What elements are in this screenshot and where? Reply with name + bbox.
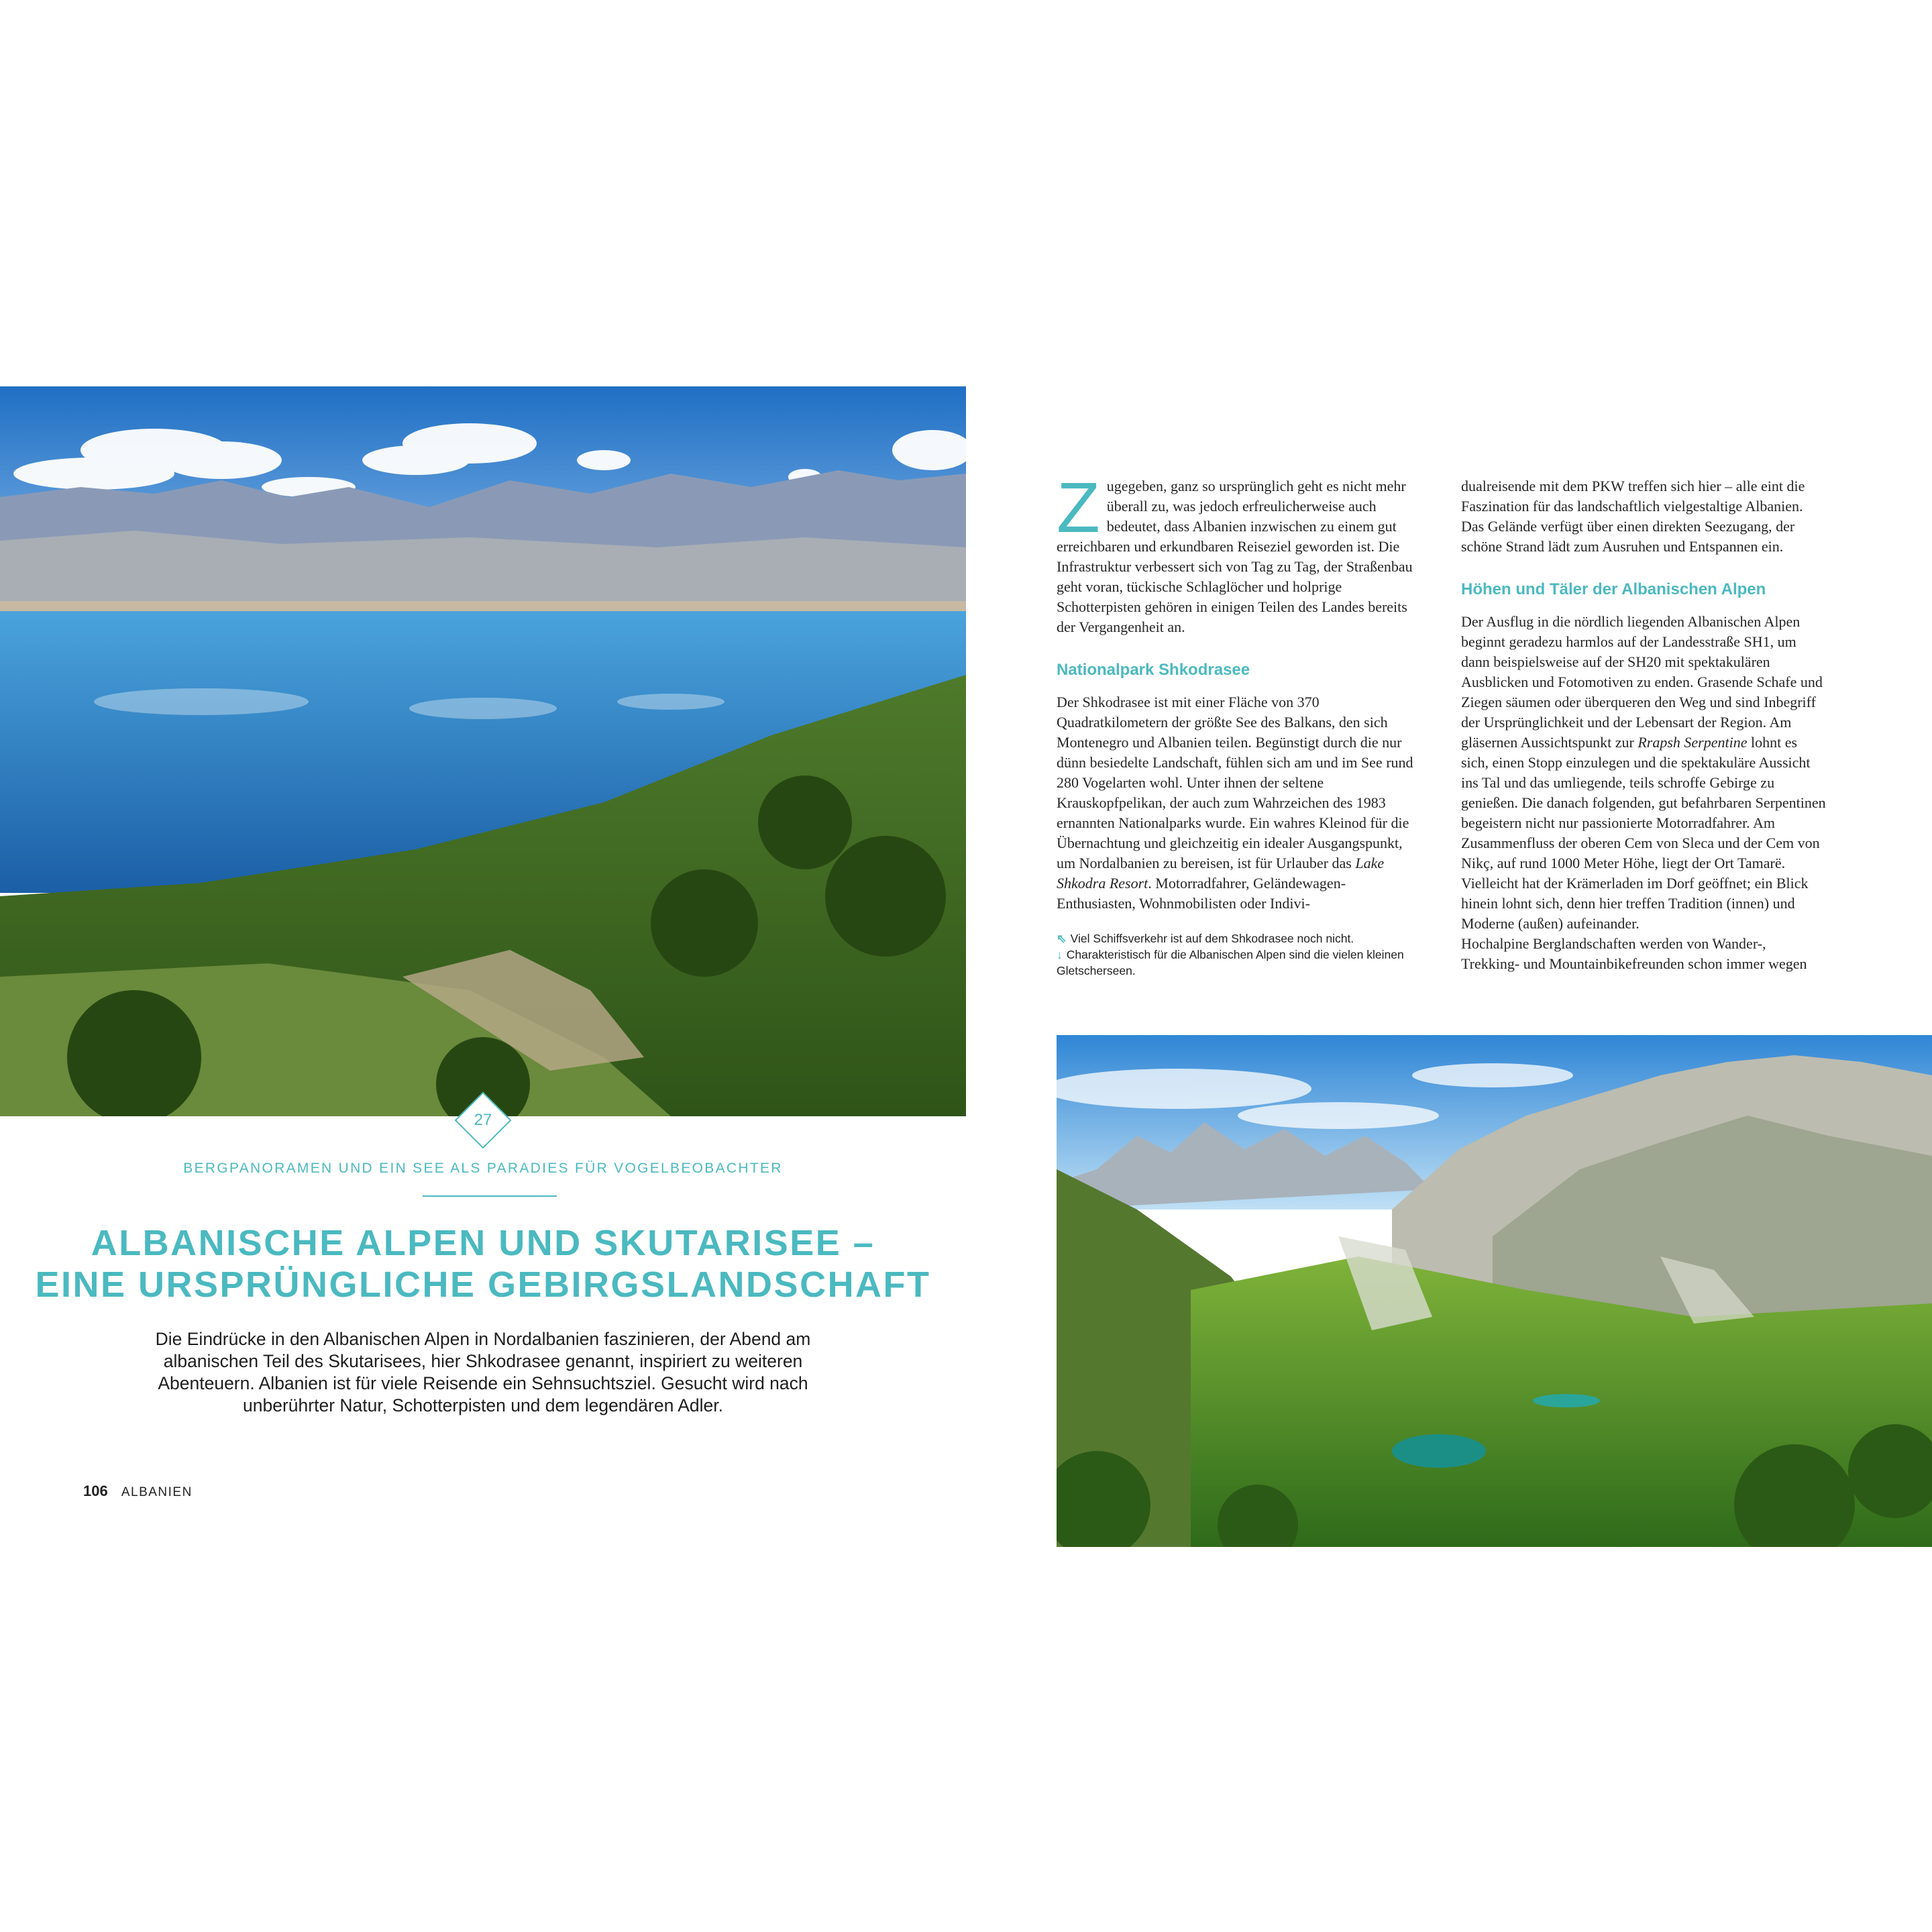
- arrow-down-icon: ↓: [1057, 948, 1063, 961]
- page-title: [0, 1222, 966, 1305]
- alps-photo: [1057, 1035, 1932, 1547]
- title-line-2: EINE URSPRÜNGLICHE GEBIRGSLANDSCHAFT: [35, 1265, 931, 1305]
- kicker: BERGPANORAMEN UND EIN SEE ALS PARADIES FÜR VOGELBEOBACHTER: [183, 1161, 783, 1176]
- title-line-1: ALBANISCHE ALPEN UND SKUTARISEE –: [91, 1223, 875, 1263]
- section-name: ALBANIEN: [121, 1485, 193, 1499]
- paragraph-hochalpin: Hochalpine Berglandschaften werden von Wander-, Trekking- und Mountainbikefreunden schon immer wegen: [1461, 935, 1807, 972]
- chapter-number: 27: [474, 1111, 492, 1129]
- photo-captions: [1057, 930, 1405, 979]
- intro-paragraph: Zugegeben, ganz so ursprünglich geht es nicht mehr überall zu, was jedoch erfreulicherweise auch bedeutet, dass Albanien inzwischen zu einem gut erreichbaren und erkundbaren Reiseziel geworden ist. Die Infrastruktur verbessert sich von Tag zu Tag, der Straßenbau geht voran, tückische Schlaglöcher und holprige Schotterpisten gehören in einigen Teilen des Landes bereits der Vergangenheit an.: [1057, 468, 1413, 635]
- text-column-1: [1057, 468, 1424, 914]
- page-number: 106: [83, 1483, 108, 1499]
- caption-2: ↓ Charakteristisch für die Albanischen Alpen sind die vielen kleinen Gletscherseen.: [1057, 948, 1404, 977]
- subhead-nationalpark: Nationalpark Shkodrasee: [1057, 661, 1250, 679]
- paragraph-alpen: Der Ausflug in die nördlich liegenden Albanischen Alpen beginnt geradezu harmlos auf der Landesstraße SH1, um dann beispielsweise auf der SH20 mit spektakulären Ausblicken und Fotomotiven zu enden. Grasende Schafe und Ziegen säumen oder überqueren den Weg und sind Inbegriff der Ursprünglichkeit und der Lebensart der Region. Am gläsernen Aussichtspunkt zur Rrapsh Serpentine lohnt es sich, einen Stopp einzulegen und die spektakuläre Aussicht ins Tal und das umliegende, teils schroffe Gebirge zu genießen. Die danach folgenden, gut befahrbaren Serpentinen begeistern nicht nur passionierte Motorradfahrer. Am Zusammenfluss der oberen Cem von Sleca und der Cem von Nikç, auf rund 1000 Meter Höhe, liegt der Ort Tamarë. Vielleicht hat der Krämerladen im Dorf geöffnet; ein Blick hinein lohnt sich, denn hier treffen Tradition (innen) und Moderne (außen) aufeinander.: [1461, 613, 1826, 932]
- subhead-alpen: Höhen und Täler der Albanischen Alpen: [1461, 580, 1766, 598]
- divider: [423, 1195, 557, 1197]
- folio: [83, 1483, 193, 1500]
- lake-photo: [0, 386, 966, 1116]
- drop-cap: Z: [1057, 468, 1100, 547]
- arrow-up-left-icon: ⇖: [1057, 932, 1067, 945]
- text-column-2: [1461, 476, 1827, 974]
- lead-paragraph: Die Eindrücke in den Albanischen Alpen in Nordalbanien faszinieren, der Abend am albanischen Teil des Skutarisees, hier Shkodrasee genannt, inspiriert zu weiteren Abenteuern. Albanien ist für viele Reisende ein Sehnsuchtsziel. Gesucht wird nach unberührter Natur, Schotterpisten und dem legendären Adler.: [155, 1329, 811, 1415]
- chapter-badge: [456, 1093, 510, 1147]
- paragraph-shkodrasee: Der Shkodrasee ist mit einer Fläche von 370 Quadratkilometern der größte See des Balkans, den sich Montenegro und Albanien teilen. Begünstigt durch die nur dünn besiedelte Landschaft, fühlen sich am und im See rund 280 Vogelarten wohl. Unter ihnen der seltene Krauskopfpelikan, der auch zum Wahrzeichen des 1983 ernannten Nationalparks wurde. Ein wahres Kleinod für die Übernachtung und gleichzeitig ein idealer Ausgangspunkt, um Nordalbanien zu bereisen, ist für Urlauber das Lake Shkodra Resort. Motorradfahrer, Geländewagen-Enthusiasten, Wohnmobilisten oder Indivi-: [1057, 694, 1413, 912]
- paragraph-continued: dualreisende mit dem PKW treffen sich hier – alle eint die Faszination für das landschaftlich vielgestaltige Albanien. Das Gelände verfügt über einen direkten Seezugang, der schöne Strand lädt zum Ausruhen und Entspannen ein.: [1461, 478, 1805, 555]
- caption-1: ⇖ Viel Schiffsverkehr ist auf dem Shkodrasee noch nicht.: [1057, 932, 1354, 945]
